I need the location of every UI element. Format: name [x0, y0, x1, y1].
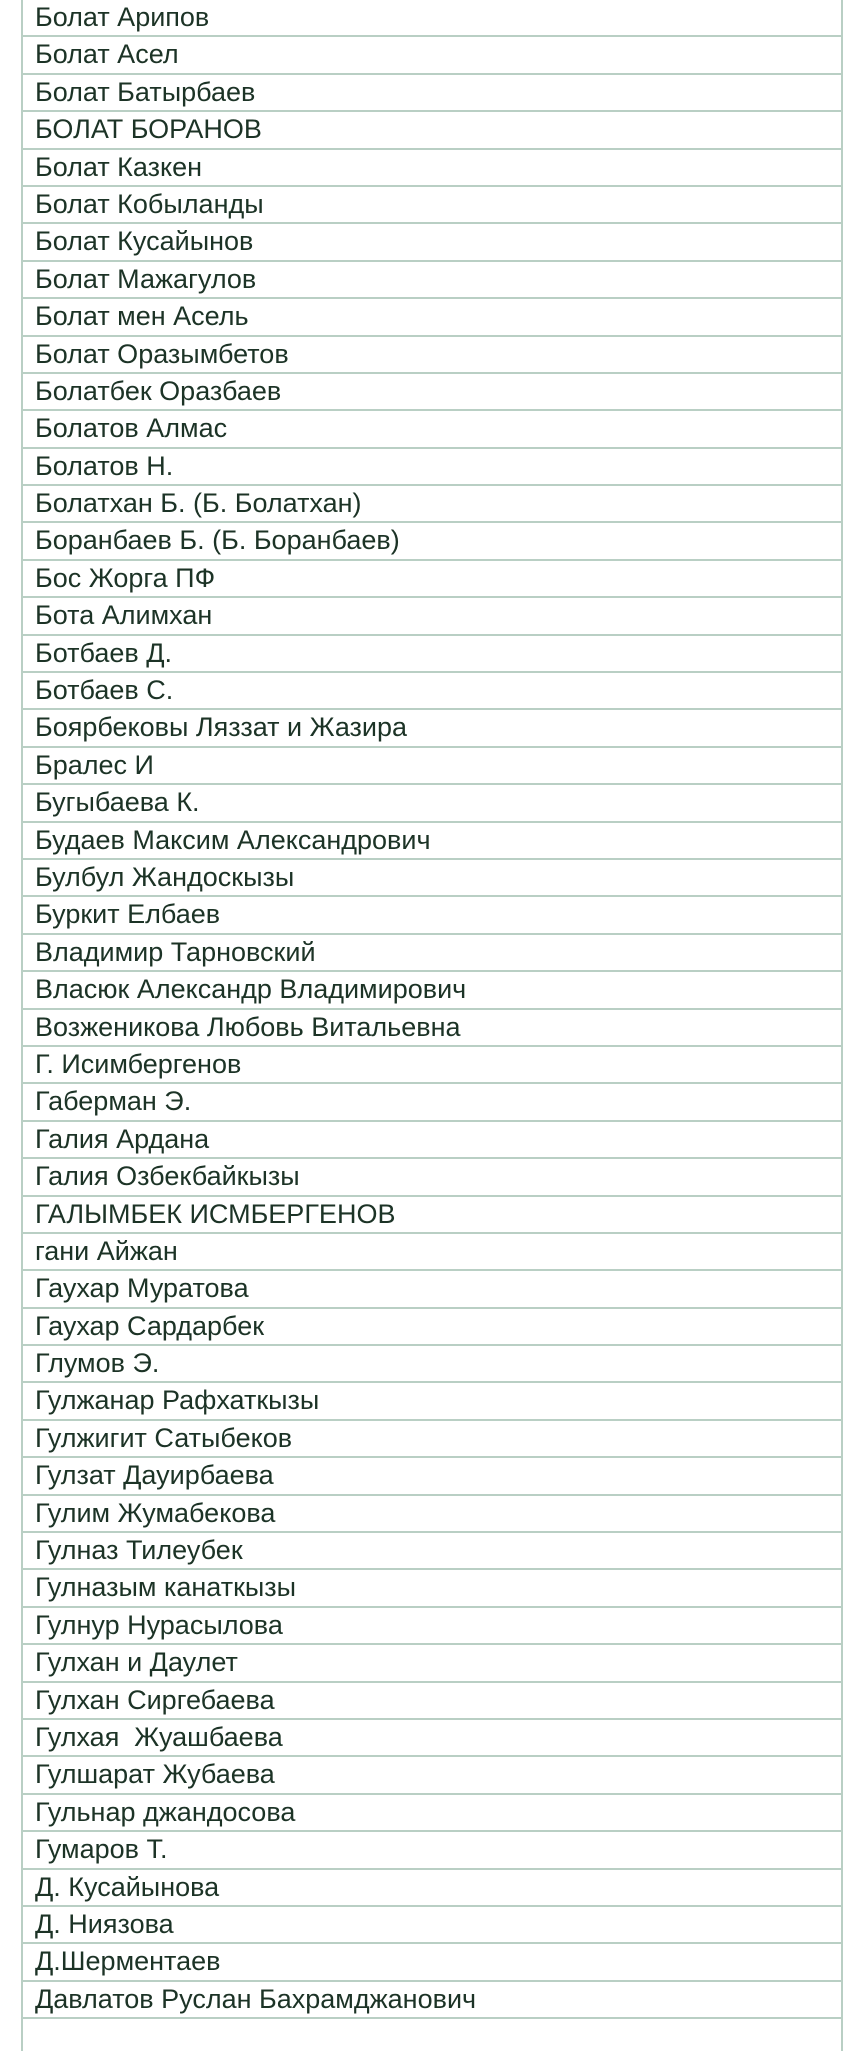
- list-item: Гаухар Сардарбек: [23, 1309, 841, 1346]
- list-item: Гумаров Т.: [23, 1832, 841, 1869]
- list-item: Болат Асел: [23, 37, 841, 74]
- list-item: Гулназым канаткызы: [23, 1570, 841, 1607]
- list-item: Д. Ниязова: [23, 1907, 841, 1944]
- list-item: Бралес И: [23, 748, 841, 785]
- list-item: Гулжанар Рафхаткызы: [23, 1383, 841, 1420]
- list-item: Бос Жорга ПФ: [23, 561, 841, 598]
- list-item: Гулим Жумабекова: [23, 1496, 841, 1533]
- list-item: Власюк Александр Владимирович: [23, 972, 841, 1009]
- list-item: Ботбаев Д.: [23, 636, 841, 673]
- list-item: Болат Оразымбетов: [23, 337, 841, 374]
- list-item: Гаухар Муратова: [23, 1271, 841, 1308]
- list-item: Болатхан Б. (Б. Болатхан): [23, 486, 841, 523]
- list-item: Болатов Алмас: [23, 411, 841, 448]
- list-item: Возженикова Любовь Витальевна: [23, 1010, 841, 1047]
- list-item: гани Айжан: [23, 1234, 841, 1271]
- list-item: Бота Алимхан: [23, 598, 841, 635]
- list-item: Болат Арипов: [23, 0, 841, 37]
- name-list: [23, 0, 841, 2019]
- list-item: Булбул Жандоскызы: [23, 860, 841, 897]
- list-item: Буркит Елбаев: [23, 897, 841, 934]
- list-item: ГАЛЫМБЕК ИСМБЕРГЕНОВ: [23, 1197, 841, 1234]
- list-item: Болат Казкен: [23, 150, 841, 187]
- list-item: Д. Кусайынова: [23, 1870, 841, 1907]
- list-item: Гулжигит Сатыбеков: [23, 1421, 841, 1458]
- list-item: Гулзат Дауирбаева: [23, 1458, 841, 1495]
- list-item: Болатбек Оразбаев: [23, 374, 841, 411]
- list-item: Болат Мажагулов: [23, 262, 841, 299]
- list-item: Галия Озбекбайкызы: [23, 1159, 841, 1196]
- list-item: Гулхан и Даулет: [23, 1645, 841, 1682]
- list-item: Гулхая Жуашбаева: [23, 1720, 841, 1757]
- list-item: Гульнар джандосова: [23, 1795, 841, 1832]
- list-item: Болат Кусайынов: [23, 224, 841, 261]
- list-item: Бугыбаева К.: [23, 785, 841, 822]
- list-item: Габерман Э.: [23, 1084, 841, 1121]
- list-item: Владимир Тарновский: [23, 935, 841, 972]
- list-item: Болат мен Асель: [23, 299, 841, 336]
- list-item: Галия Ардана: [23, 1122, 841, 1159]
- list-item: Будаев Максим Александрович: [23, 823, 841, 860]
- list-item: Гулшарат Жубаева: [23, 1757, 841, 1794]
- list-item: БОЛАТ БОРАНОВ: [23, 112, 841, 149]
- name-list-sheet: [21, 0, 843, 2051]
- list-item: Гулнур Нурасылова: [23, 1608, 841, 1645]
- list-item: Давлатов Руслан Бахрамджанович: [23, 1982, 841, 2019]
- list-item: Болат Батырбаев: [23, 75, 841, 112]
- list-item: Глумов Э.: [23, 1346, 841, 1383]
- list-item: Боранбаев Б. (Б. Боранбаев): [23, 523, 841, 560]
- list-item: Болат Кобыланды: [23, 187, 841, 224]
- list-item: Болатов Н.: [23, 449, 841, 486]
- list-item: Д.Шерментаев: [23, 1944, 841, 1981]
- list-item: Боярбековы Ляззат и Жазира: [23, 710, 841, 747]
- list-item: Гулназ Тилеубек: [23, 1533, 841, 1570]
- list-item: Г. Исимбергенов: [23, 1047, 841, 1084]
- list-item: Гулхан Сиргебаева: [23, 1683, 841, 1720]
- list-item: Ботбаев С.: [23, 673, 841, 710]
